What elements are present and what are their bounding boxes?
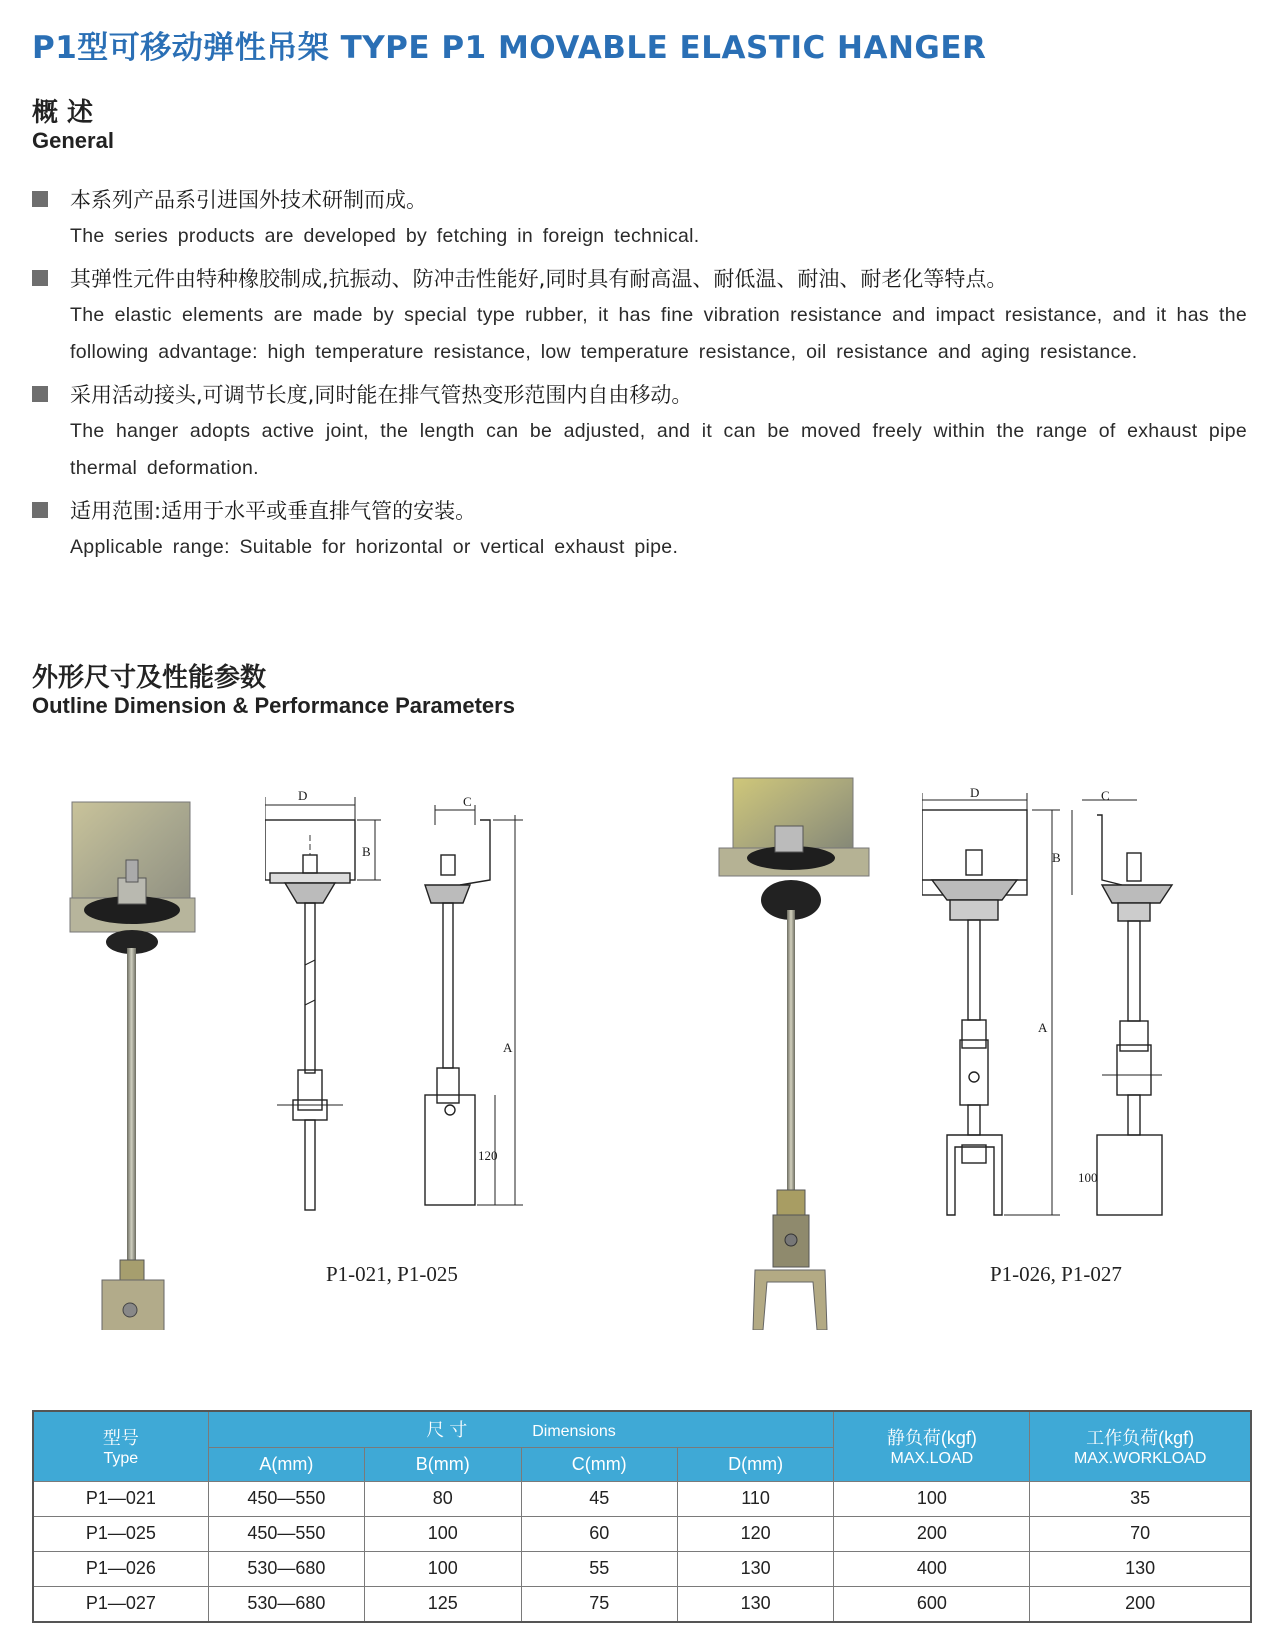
bullet-text-en: The elastic elements are made by special type rubber, it has fine vibration resistance and impact resistance, and it has the following advantage: high temperature resistance, low temperature resistance, oil resistance and aging resistance. bbox=[70, 304, 1247, 363]
cell-d: 130 bbox=[677, 1551, 833, 1586]
cell-c: 60 bbox=[521, 1516, 677, 1551]
cell-b: 125 bbox=[365, 1586, 521, 1622]
cell-type: P1—025 bbox=[33, 1516, 208, 1551]
cell-a: 530—680 bbox=[208, 1551, 364, 1586]
dim-label-c-left: C bbox=[463, 794, 472, 809]
header-dimensions-en: Dimensions bbox=[532, 1423, 616, 1441]
cell-work: 200 bbox=[1030, 1586, 1251, 1622]
cell-load: 100 bbox=[834, 1481, 1030, 1516]
header-dimensions bbox=[208, 1411, 834, 1447]
cell-load: 200 bbox=[834, 1516, 1030, 1551]
dim-label-b-right: B bbox=[1052, 850, 1061, 865]
header-max-workload-zh: 工作负荷(kgf) bbox=[1086, 1428, 1195, 1449]
bullet-square-icon bbox=[32, 191, 48, 207]
cell-load: 400 bbox=[834, 1551, 1030, 1586]
cell-d: 130 bbox=[677, 1586, 833, 1622]
bullet-text-zh: 本系列产品系引进国外技术研制而成。 bbox=[70, 188, 427, 212]
header-type bbox=[33, 1411, 208, 1481]
outline-heading-zh: 外形尺寸及性能参数 bbox=[32, 663, 267, 693]
bullet-text-zh: 采用活动接头,可调节长度,同时能在排气管热变形范围内自由移动。 bbox=[70, 383, 693, 407]
cell-work: 130 bbox=[1030, 1551, 1251, 1586]
general-bullet-list bbox=[32, 182, 1247, 572]
figure-caption-left: P1-021, P1-025 bbox=[326, 1262, 458, 1286]
dim-label-a-left: A bbox=[503, 1040, 513, 1055]
header-type-en: Type bbox=[103, 1450, 139, 1468]
cell-a: 530—680 bbox=[208, 1586, 364, 1622]
header-max-load bbox=[834, 1411, 1030, 1481]
list-item bbox=[32, 493, 1247, 566]
cell-d: 110 bbox=[677, 1481, 833, 1516]
cell-b: 100 bbox=[365, 1516, 521, 1551]
header-col-c: C(mm) bbox=[521, 1447, 677, 1481]
outline-heading-en: Outline Dimension & Performance Parameters bbox=[32, 693, 515, 718]
cell-b: 100 bbox=[365, 1551, 521, 1586]
bullet-square-icon bbox=[32, 270, 48, 286]
list-item bbox=[32, 182, 1247, 255]
dim-label-100: 100 bbox=[1078, 1170, 1098, 1185]
header-max-load-en: MAX.LOAD bbox=[890, 1450, 974, 1468]
bullet-text-en: The hanger adopts active joint, the length can be adjusted, and it can be moved freely within the range of exhaust pipe thermal deformation. bbox=[70, 420, 1247, 479]
bullet-text-en: Applicable range: Suitable for horizontal or vertical exhaust pipe. bbox=[70, 536, 679, 558]
dim-label-d-left: D bbox=[298, 788, 308, 803]
cell-a: 450—550 bbox=[208, 1481, 364, 1516]
cell-d: 120 bbox=[677, 1516, 833, 1551]
header-type-zh: 型号 bbox=[102, 1428, 139, 1449]
general-heading-zh: 概 述 bbox=[32, 98, 94, 128]
list-item bbox=[32, 377, 1247, 487]
header-col-a: A(mm) bbox=[208, 1447, 364, 1481]
cell-a: 450—550 bbox=[208, 1516, 364, 1551]
cell-work: 35 bbox=[1030, 1481, 1251, 1516]
dim-label-a-right: A bbox=[1038, 1020, 1048, 1035]
figure-caption-right: P1-026, P1-027 bbox=[990, 1262, 1122, 1286]
dim-label-120: 120 bbox=[478, 1148, 498, 1163]
header-dimensions-zh: 尺 寸 bbox=[426, 1420, 468, 1441]
cell-work: 70 bbox=[1030, 1516, 1251, 1551]
bullet-square-icon bbox=[32, 502, 48, 518]
bullet-text-zh: 适用范围:适用于水平或垂直排气管的安装。 bbox=[70, 499, 477, 523]
table-row bbox=[33, 1551, 1251, 1586]
cell-c: 45 bbox=[521, 1481, 677, 1516]
page-title: P1型可移动弹性吊架 TYPE P1 MOVABLE ELASTIC HANGER bbox=[32, 30, 987, 66]
cell-c: 55 bbox=[521, 1551, 677, 1586]
header-col-b: B(mm) bbox=[365, 1447, 521, 1481]
bullet-text-zh: 其弹性元件由特种橡胶制成,抗振动、防冲击性能好,同时具有耐高温、耐低温、耐油、耐老化等特点。 bbox=[70, 267, 1008, 291]
cell-type: P1—021 bbox=[33, 1481, 208, 1516]
cell-c: 75 bbox=[521, 1586, 677, 1622]
hanger-photo-right bbox=[715, 770, 875, 1330]
cell-type: P1—027 bbox=[33, 1586, 208, 1622]
drawing-p1-021-025 bbox=[265, 785, 535, 1265]
cell-type: P1—026 bbox=[33, 1551, 208, 1586]
header-col-d: D(mm) bbox=[677, 1447, 833, 1481]
spec-table bbox=[32, 1410, 1252, 1623]
header-max-load-zh: 静负荷(kgf) bbox=[886, 1428, 977, 1449]
header-max-workload bbox=[1030, 1411, 1251, 1481]
list-item bbox=[32, 261, 1247, 371]
dim-label-c-right: C bbox=[1101, 788, 1110, 803]
general-heading-en: General bbox=[32, 128, 114, 153]
table-row bbox=[33, 1516, 1251, 1551]
dim-label-b-left: B bbox=[362, 844, 371, 859]
dim-label-d-right: D bbox=[970, 785, 980, 800]
table-row bbox=[33, 1481, 1251, 1516]
cell-load: 600 bbox=[834, 1586, 1030, 1622]
bullet-square-icon bbox=[32, 386, 48, 402]
table-row bbox=[33, 1586, 1251, 1622]
hanger-photo-left bbox=[60, 790, 210, 1330]
header-max-workload-en: MAX.WORKLOAD bbox=[1073, 1450, 1207, 1468]
bullet-text-en: The series products are developed by fetching in foreign technical. bbox=[70, 225, 700, 247]
cell-b: 80 bbox=[365, 1481, 521, 1516]
